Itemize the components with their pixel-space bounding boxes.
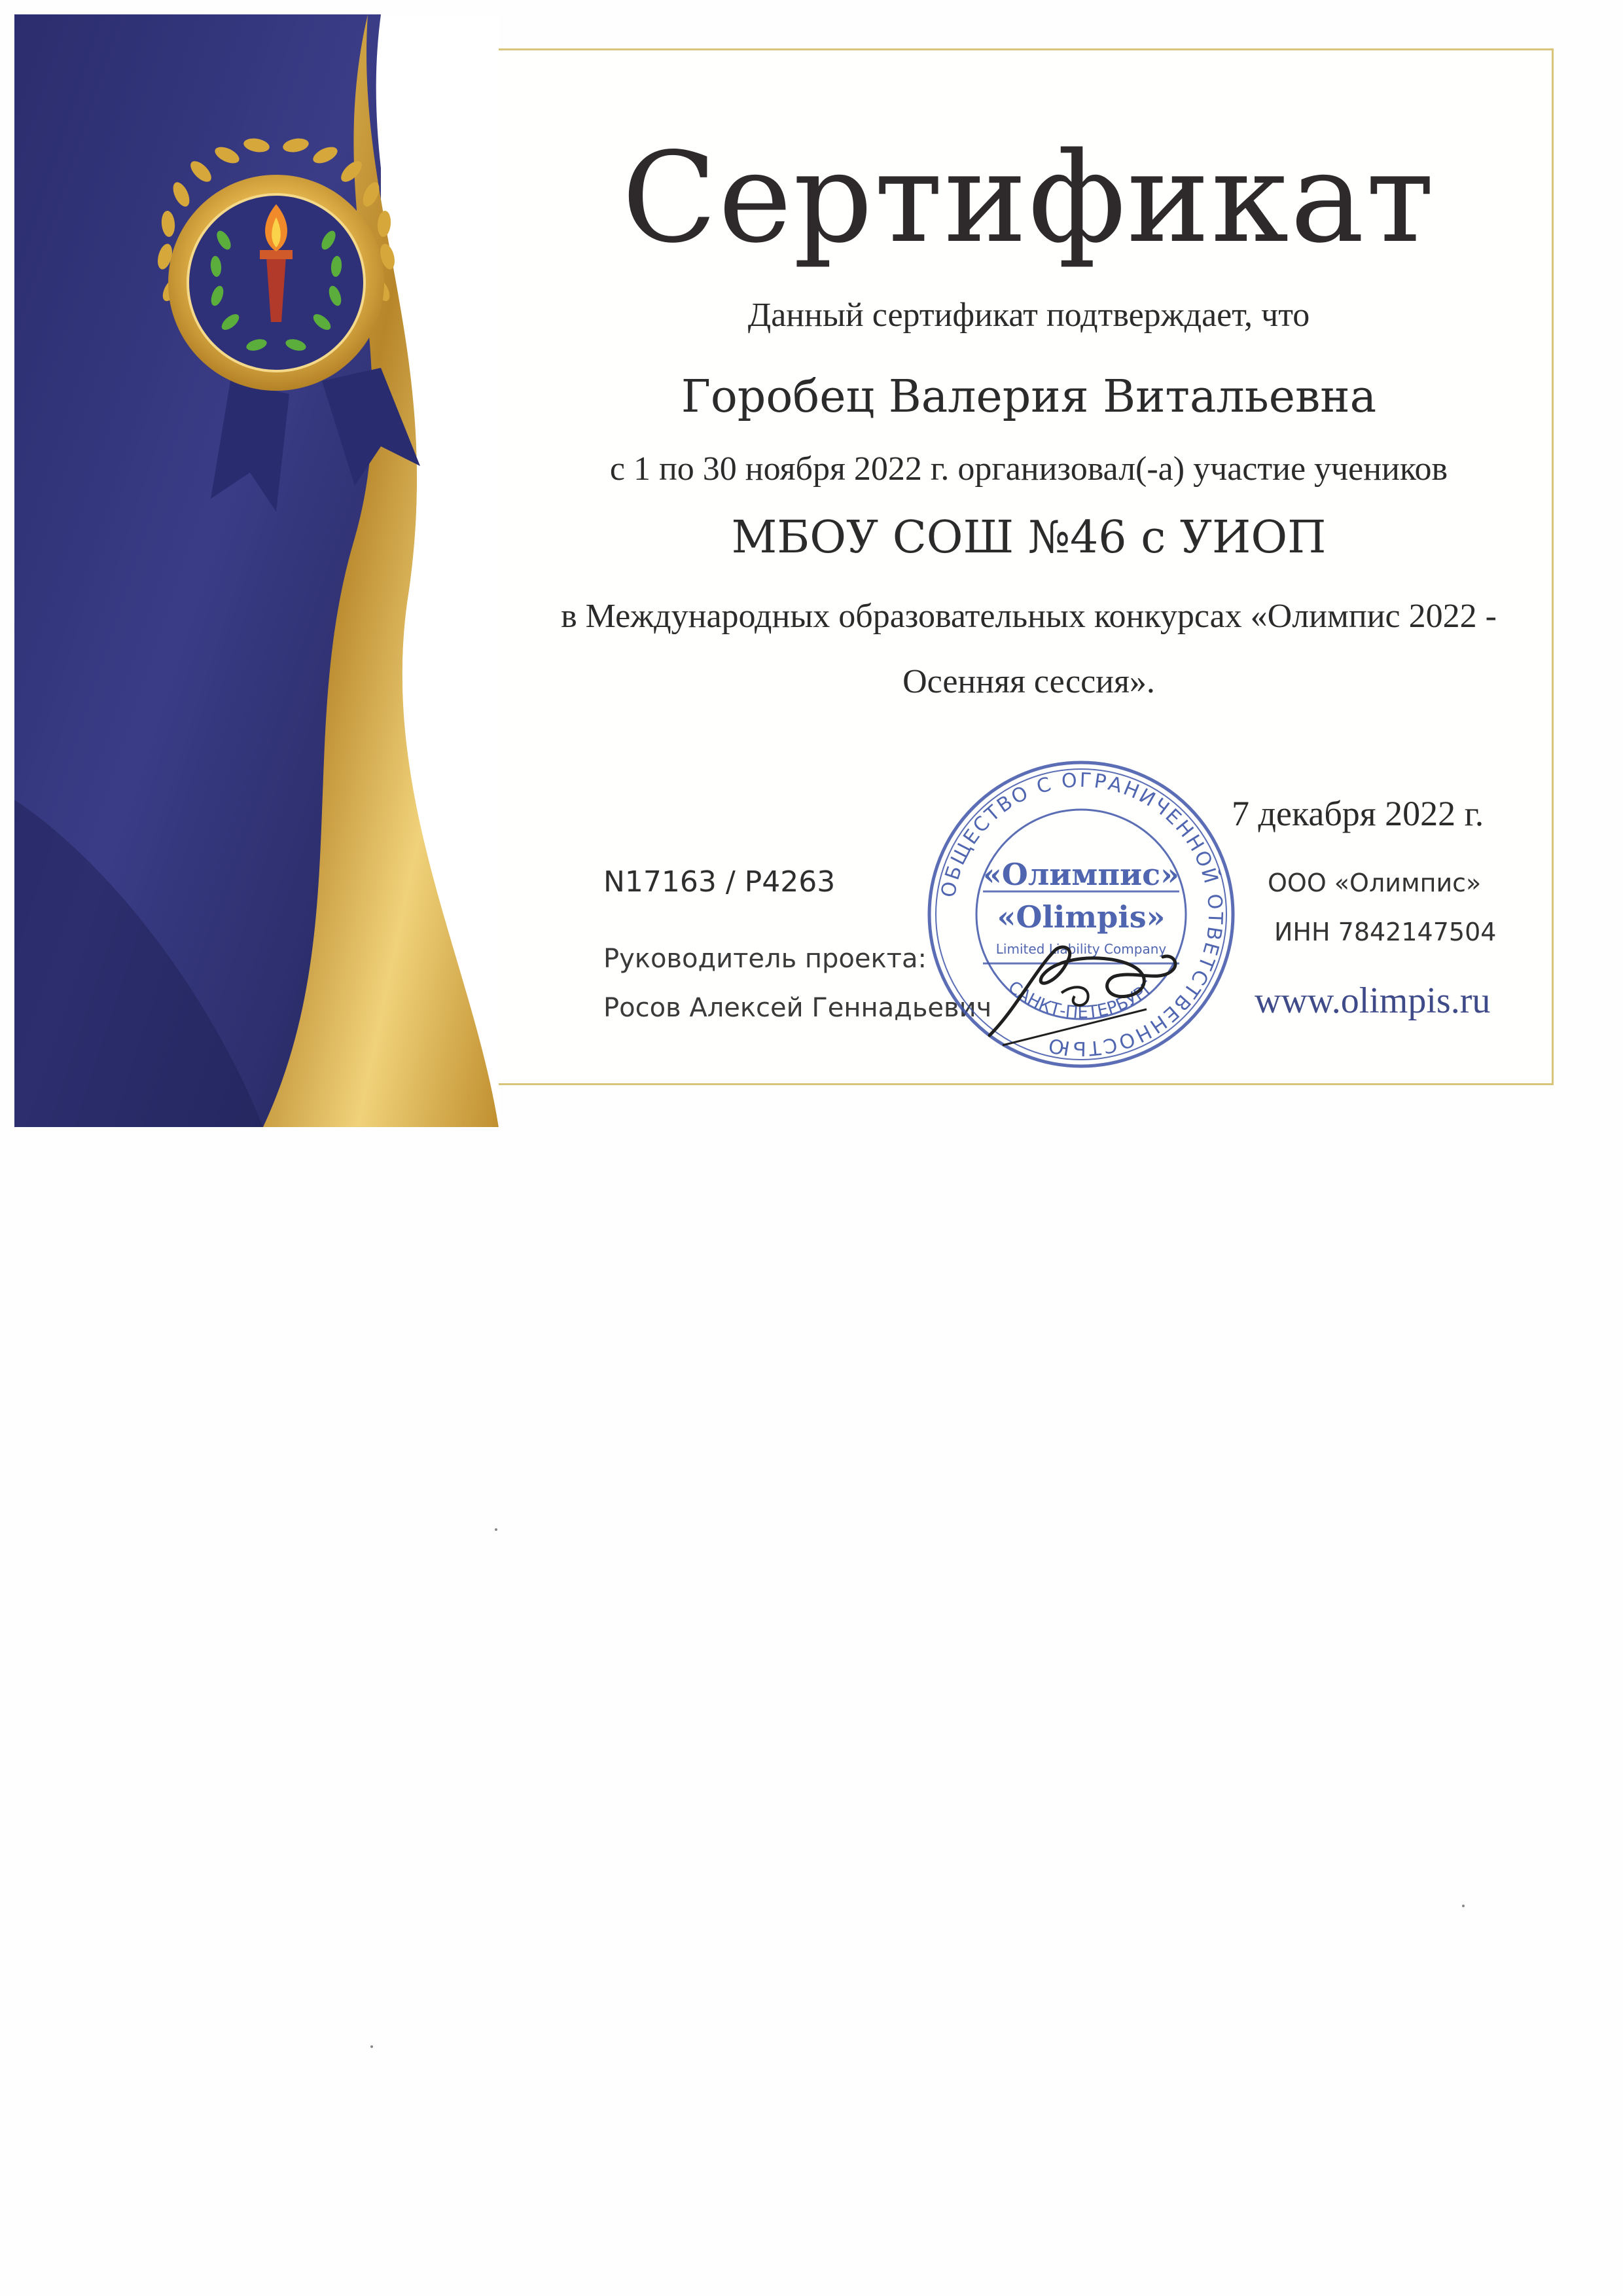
certificate-intro: Данный сертификат подтверждает, что <box>747 296 1310 334</box>
organization-inn: ИНН 7842147504 <box>1274 918 1497 946</box>
svg-text:«Olimpis»: «Olimpis» <box>997 899 1166 935</box>
svg-text:«Олимпис»: «Олимпис» <box>983 857 1179 892</box>
event-line-2: Осенняя сессия». <box>902 663 1155 700</box>
school-name: МБОУ СОШ №46 с УИОП <box>731 512 1327 564</box>
decorative-banner <box>14 14 499 1127</box>
certificate <box>14 14 1563 1127</box>
organization-name: ООО «Олимпис» <box>1268 869 1482 897</box>
leader-name: Росов Алексей Геннадьевич <box>603 993 992 1023</box>
certificate-title: Сертификат <box>622 126 1436 270</box>
scan-speck <box>370 2045 373 2048</box>
certificate-number: N17163 / P4263 <box>603 865 836 899</box>
event-line-1: в Международных образовательных конкурсах «Олимпис 2022 - <box>561 598 1497 635</box>
scan-speck <box>495 1528 497 1531</box>
period-line: с 1 по 30 ноября 2022 г. организовал(-а) участие учеников <box>609 450 1448 488</box>
recipient-name: Горобец Валерия Витальевна <box>681 371 1377 423</box>
leader-label: Руководитель проекта: <box>603 944 927 974</box>
scan-speck <box>1462 1905 1465 1907</box>
svg-text:ОБЩЕСТВО С ОГРАНИЧЕННОЙ ОТВЕТС: ОБЩЕСТВО С ОГРАНИЧЕННОЙ ОТВЕТСТВЕННОСТЬЮ <box>936 768 1227 1060</box>
svg-text:Limited Liability Company: Limited Liability Company <box>995 941 1167 957</box>
svg-text:САНКТ-ПЕТЕРБУРГ: САНКТ-ПЕТЕРБУРГ <box>1004 977 1158 1023</box>
website-link[interactable]: www.olimpis.ru <box>1255 980 1491 1021</box>
issue-date: 7 декабря 2022 г. <box>1232 794 1484 833</box>
handwritten-signature <box>976 931 1186 1049</box>
